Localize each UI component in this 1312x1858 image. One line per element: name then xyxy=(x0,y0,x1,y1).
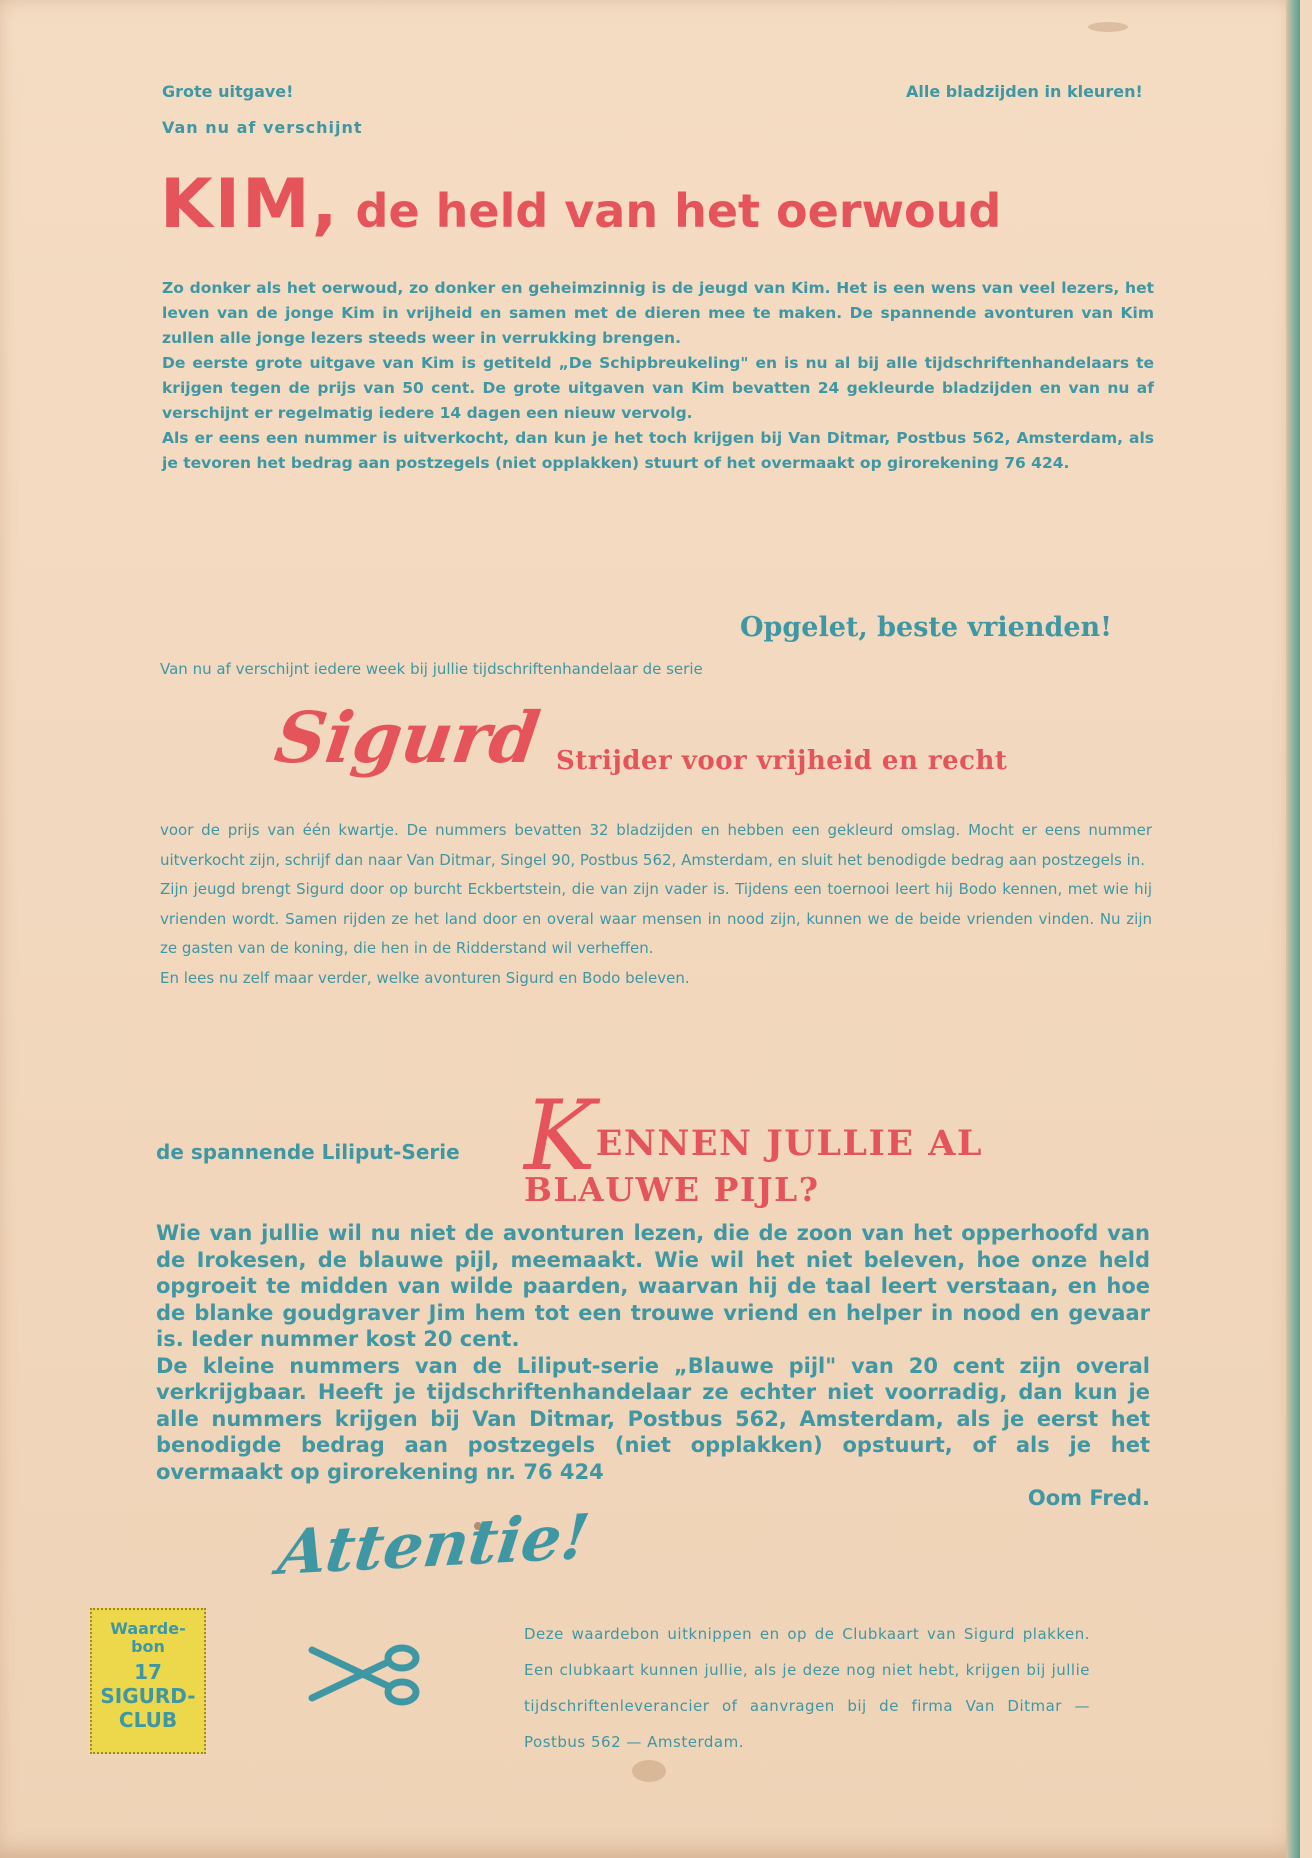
header-right: Alle bladzijden in kleuren! xyxy=(906,82,1143,101)
stain xyxy=(632,1760,666,1782)
kim-paragraph: De eerste grote uitgave van Kim is getiteld „De Schipbreukeling" en is nu al bij alle tijdschriftenhandelaars te krijgen tegen de prijs van 50 cent. De grote uitgaven van Kim bevatten 24 gekleurde bladzijden en van nu af verschijnt er regelmatig iedere 14 dagen een nieuw vervolg. xyxy=(162,354,1154,422)
kim-title xyxy=(160,165,1001,244)
sigurd-paragraph: Zijn jeugd brengt Sigurd door op burcht Eckbertstein, die van zijn vader is. Tijdens een toernooi leert hij Bodo kennen, met wie hij vrienden wordt. Samen rijden ze het land door en overal waar mensen in nood zijn, kunnen we de beide vrienden vinden. Nu zijn ze gasten van de koning, die hen in de Ridderstand wil verheffen. xyxy=(160,880,1152,957)
sigurd-paragraph: En lees nu zelf maar verder, welke avonturen Sigurd en Bodo beleven. xyxy=(160,968,690,987)
page-edge xyxy=(1286,0,1300,1858)
bon-label-2: bon xyxy=(131,1637,165,1656)
sigurd-logo: Sigurd xyxy=(270,696,545,779)
bon-club-1: SIGURD- xyxy=(100,1684,196,1708)
kim-title-rest: de held van het oerwoud xyxy=(339,184,1002,238)
bon-club-2: CLUB xyxy=(118,1708,178,1732)
sigurd-paragraph: voor de prijs van één kwartje. De nummers bevatten 32 bladzijden en hebben een gekleurd omslag. Mocht er eens nummer uitverkocht zijn, schrijf dan naar Van Ditmar, Singel 90, Postbus 562, Amsterdam, en sluit het benodigde bedrag aan postzegels in. xyxy=(160,821,1152,869)
liliput-label: de spannende Liliput-Serie xyxy=(156,1140,460,1164)
sigurd-heading: Opgelet, beste vrienden! xyxy=(740,612,1112,643)
kim-text xyxy=(162,276,1154,476)
scissors-icon xyxy=(306,1640,426,1714)
liliput-signature: Oom Fred. xyxy=(1027,1486,1150,1510)
liliput-text xyxy=(156,1220,1150,1512)
liliput-paragraph: Wie van jullie wil nu niet de avonturen lezen, die de zoon van het opperhoofd van de Irokesen, de blauwe pijl, meemaakt. Wie wil het niet beleven, hoe onze held opgroeit te midden van wilde paarden, waarvan hij de taal leert verstaan, en hoe de blanke goudgraver Jim hem tot een trouwe vriend en helper in nood en gevaar is. Ieder nummer kost 20 cent. xyxy=(156,1221,1150,1351)
liliput-title-initial: K xyxy=(524,1080,596,1192)
kim-paragraph: Zo donker als het oerwoud, zo donker en geheimzinnig is de jeugd van Kim. Het is een wens van veel lezers, het leven van de jonge Kim in vrijheid en samen met de dieren mee te maken. De spannende avonturen van Kim zullen alle jonge lezers steeds weer in verrukking brengen. xyxy=(162,279,1154,347)
bon-label-1: Waarde- xyxy=(110,1619,186,1638)
liliput-title-line1: ENNEN JULLIE AL xyxy=(595,1123,984,1164)
sigurd-text xyxy=(160,816,1152,993)
sigurd-intro: Van nu af verschijnt iedere week bij jullie tijdschriftenhandelaar de serie xyxy=(160,660,703,678)
header-left: Grote uitgave! xyxy=(162,82,294,101)
kim-paragraph: Als er eens een nummer is uitverkocht, dan kun je het toch krijgen bij Van Ditmar, Postbus 562, Amsterdam, als je tevoren het bedrag aan postzegels (niet opplakken) stuurt of het overmaakt op girorekening 76 424. xyxy=(162,429,1154,472)
liliput-paragraph: De kleine nummers van de Liliput-serie „Blauwe pijl" van 20 cent zijn overal verkrijgbaar. Heeft je tijdschriftenhandelaar ze echter niet voorradig, dan kun je alle nummers krijgen bij Van Ditmar, Postbus 562, Amsterdam, als je eerst het benodigde bedrag aan postzegels (niet opplakken) opstuurt, of als je het overmaakt op girorekening nr. 76 424 xyxy=(156,1353,1150,1484)
attentie-title: Attentie! xyxy=(274,1499,594,1590)
header-subtitle: Van nu af verschijnt xyxy=(162,118,363,137)
liliput-title-line2: BLAUWE PIJL? xyxy=(524,1170,820,1209)
kim-title-name: KIM, xyxy=(160,165,340,244)
bon-number: 17 xyxy=(134,1660,162,1684)
sigurd-subtitle: Strijder voor vrijheid en recht xyxy=(556,746,1008,776)
attentie-text xyxy=(524,1616,1090,1760)
waardebon-coupon[interactable] xyxy=(90,1608,206,1754)
stain xyxy=(1088,22,1128,32)
attentie-paragraph: Deze waardebon uitknippen en op de Clubkaart van Sigurd plakken. Een clubkaart kunnen jullie, als je deze nog niet hebt, krijgen bij jullie tijdschriftenleverancier of aanvragen bij de firma Van Ditmar — Postbus 562 — Amsterdam. xyxy=(524,1625,1090,1751)
